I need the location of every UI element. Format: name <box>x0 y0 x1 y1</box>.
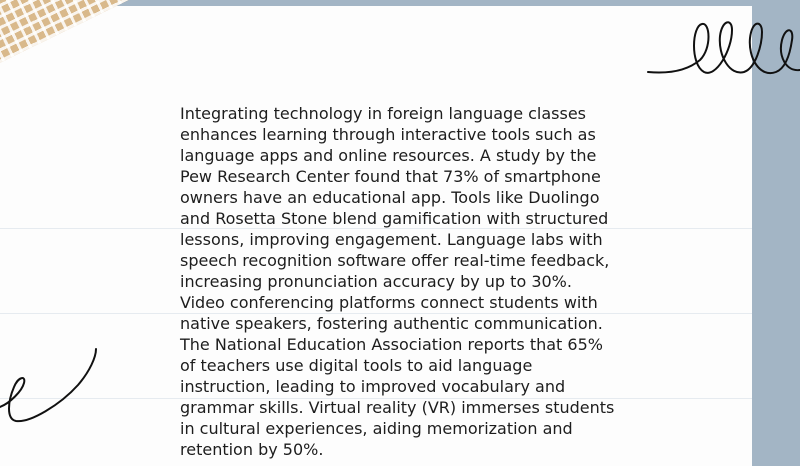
body-paragraph: Integrating technology in foreign language classes enhances learning through interactive tools such as language apps and online resources. A study by the Pew Research Center found that 73% of smartphone owners have an educational app. Tools like Duolingo and Rosetta Stone blend gamification with structured lessons, improving engagement. Language labs with speech recognition software offer real-time feedback, increasing pronunciation accuracy by up to 30%. Video conferencing platforms connect students with native speakers, fostering authentic communication. The National Education Association reports that 65% of teachers use digital tools to aid language instruction, leading to improved vocabulary and grammar skills. Virtual reality (VR) immerses students in cultural experiences, aiding memorization and retention by 50%. <box>180 104 615 459</box>
loop-scribble-top-right <box>640 10 800 90</box>
gingham-tape-strip <box>0 0 254 70</box>
loop-scribble-bottom-left <box>0 345 110 435</box>
